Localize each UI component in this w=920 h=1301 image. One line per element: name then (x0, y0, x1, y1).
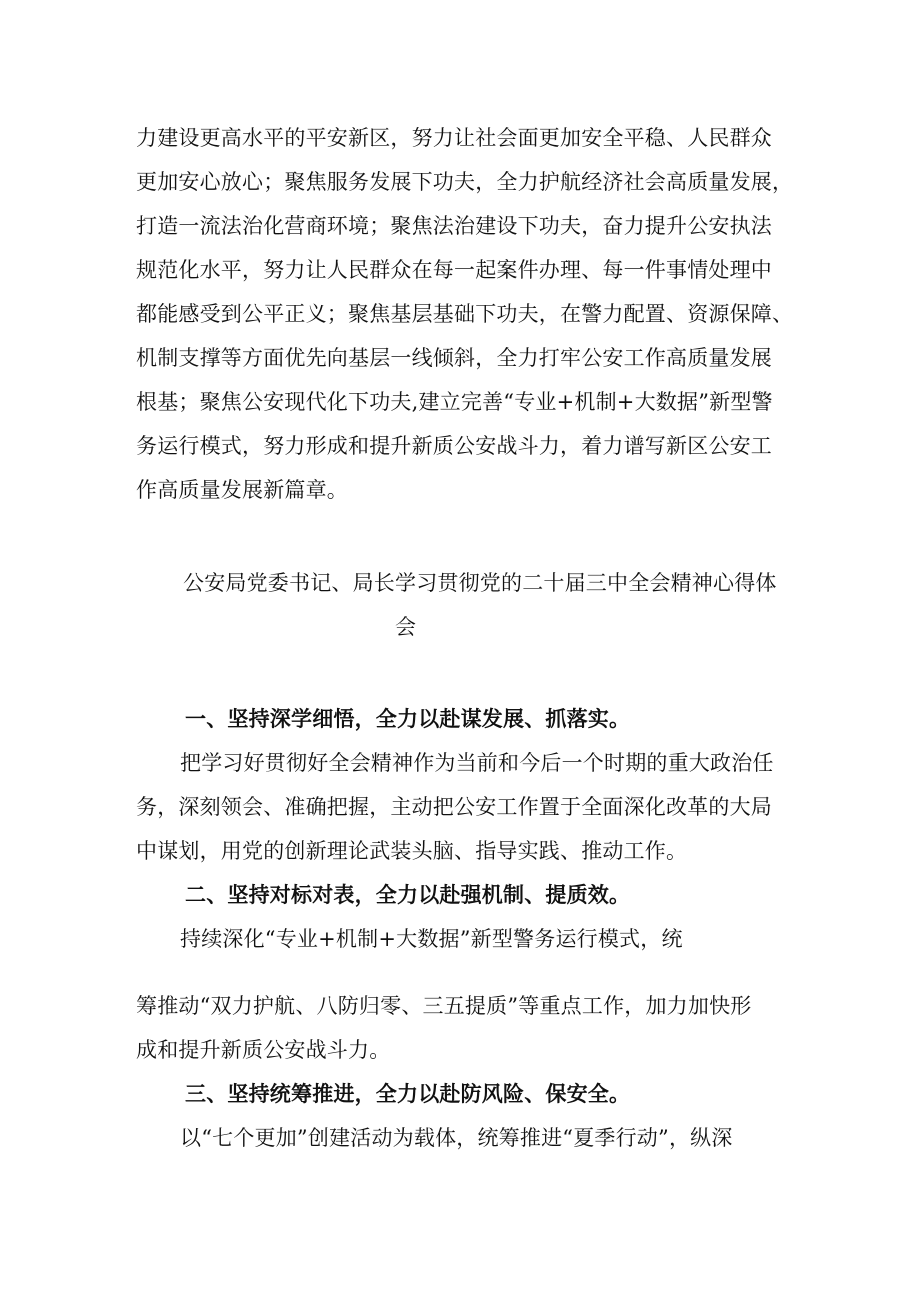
body-text-line: 以“七个更加”创建活动为载体，统筹推进“夏季行动”，纵深 (180, 1126, 733, 1150)
section-heading-2: 二、坚持对标对表，全力以赴强机制、提质效。 (185, 882, 631, 907)
body-text-line: 机制支撑等方面优先向基层一线倾斜，全力打牢公安工作高质量发展 (136, 346, 772, 370)
document-title: 公安局党委书记、局长学习贯彻党的二十届三中全会精神心得体 (183, 571, 777, 595)
body-text-line: 中谋划，用党的创新理论武装头脑、指导实践、推动工作。 (136, 839, 688, 863)
body-text-line: 持续深化“专业+机制+大数据”新型警务运行模式，统 (180, 927, 683, 951)
body-text-line: 务，深刻领会、准确把握，主动把公安工作置于全面深化改革的大局 (136, 795, 772, 819)
body-text-line: 更加安心放心；聚焦服务发展下功夫，全力护航经济社会高质量发展， (136, 170, 794, 194)
body-text-line: 打造一流法治化营商环境；聚焦法治建设下功夫，奋力提升公安执法 (136, 214, 772, 238)
body-text-line: 力建设更高水平的平安新区，努力让社会面更加安全平稳、人民群众 (136, 126, 772, 150)
body-text-line: 都能感受到公平正义；聚焦基层基础下功夫，在警力配置、资源保障、 (136, 302, 794, 326)
body-text-line: 筹推动“双力护航、八防归零、三五提质”等重点工作，加力加快形 (136, 994, 752, 1018)
document-title-continued: 会 (395, 615, 417, 639)
body-text-line: 根基；聚焦公安现代化下功夫,建立完善“专业+机制+大数据”新型警 (136, 390, 773, 414)
body-text-line: 成和提升新质公安战斗力。 (136, 1038, 391, 1062)
body-text-line: 务运行模式，努力形成和提升新质公安战斗力，着力谱写新区公安工 (136, 434, 772, 458)
body-text-line: 作高质量发展新篇章。 (136, 478, 348, 502)
section-heading-1: 一、坚持深学细悟，全力以赴谋发展、抓落实。 (185, 706, 631, 731)
body-text-line: 把学习好贯彻好全会精神作为当前和今后一个时期的重大政治任 (180, 751, 774, 775)
body-text-line: 规范化水平，努力让人民群众在每一起案件办理、每一件事情处理中 (136, 258, 772, 282)
section-heading-3: 三、坚持统筹推进，全力以赴防风险、保安全。 (185, 1081, 631, 1106)
